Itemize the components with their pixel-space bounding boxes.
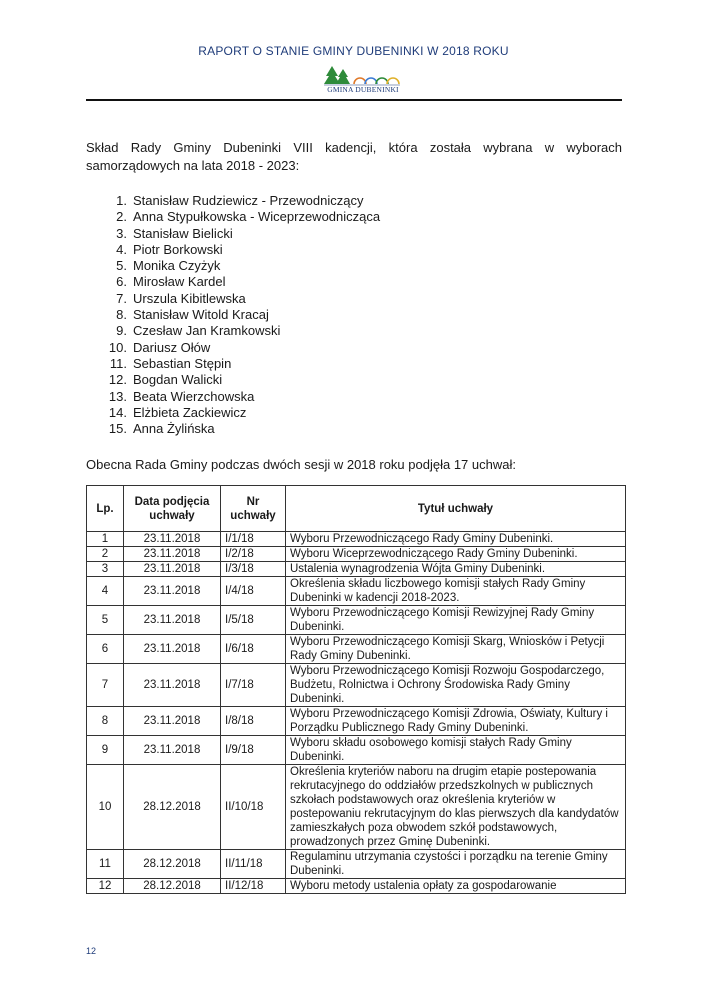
list-item-name: Anna Stypułkowska - Wiceprzewodnicząca (133, 209, 381, 225)
cell-lp: 6 (87, 635, 124, 664)
table-row (87, 765, 626, 850)
cell-lp: 1 (87, 532, 124, 547)
cell-date: 23.11.2018 (124, 562, 221, 577)
list-item (86, 372, 606, 388)
list-item-number: 3. (116, 225, 127, 241)
cell-lp: 9 (87, 736, 124, 765)
list-item-name: Elżbieta Zackiewicz (133, 404, 247, 420)
list-item-number: 14. (108, 404, 127, 420)
list-item-number: 5. (116, 258, 127, 274)
cell-nr: I/4/18 (221, 577, 286, 606)
list-item-name: Anna Żylińska (133, 421, 215, 437)
list-item-number: 12. (108, 372, 127, 388)
cell-lp: 5 (87, 606, 124, 635)
list-item-name: Piotr Borkowski (133, 241, 223, 257)
list-item-name: Monika Czyżyk (133, 258, 221, 274)
table-row (87, 736, 626, 765)
table-row (87, 606, 626, 635)
list-item (86, 209, 606, 225)
list-item-name: Stanisław Rudziewicz - Przewodniczący (133, 193, 364, 208)
table-row (87, 562, 626, 577)
list-item-number: 13. (108, 388, 127, 404)
cell-lp: 8 (87, 707, 124, 736)
list-item (86, 193, 606, 209)
resolutions-intro-paragraph: Obecna Rada Gminy podczas dwóch sesji w 2018 roku podjęła 17 uchwał: (86, 457, 516, 472)
page-number: 12 (86, 946, 97, 956)
cell-date: 23.11.2018 (124, 532, 221, 547)
cell-title: Wyboru składu osobowego komisji stałych Rady Gminy Dubeninki. (286, 736, 626, 765)
cell-lp: 12 (87, 879, 124, 894)
cell-date: 23.11.2018 (124, 635, 221, 664)
cell-title: Wyboru Wiceprzewodniczącego Rady Gminy Dubeninki. (286, 547, 626, 562)
list-item-name: Sebastian Stępin (133, 355, 232, 371)
list-item-number: 6. (116, 274, 127, 290)
arch-icon-yellow (387, 78, 399, 84)
header-date: Data podjęcia uchwały (124, 486, 221, 532)
cell-lp: 2 (87, 547, 124, 562)
list-item (86, 291, 606, 307)
list-item-number: 11. (109, 355, 127, 371)
cell-date: 23.11.2018 (124, 736, 221, 765)
arch-icon-green (376, 78, 388, 84)
list-item-name: Stanisław Witold Kracaj (133, 307, 269, 323)
table-row (87, 850, 626, 879)
cell-lp: 11 (87, 850, 124, 879)
cell-lp: 10 (87, 765, 124, 850)
table-row (87, 635, 626, 664)
cell-nr: II/10/18 (221, 765, 286, 850)
cell-nr: I/7/18 (221, 664, 286, 707)
list-item (86, 226, 606, 242)
arch-icon-blue (365, 78, 377, 84)
cell-lp: 4 (87, 577, 124, 606)
cell-title: Wyboru metody ustalenia opłaty za gospodarowanie (286, 879, 626, 894)
cell-nr: I/1/18 (221, 532, 286, 547)
cell-nr: I/3/18 (221, 562, 286, 577)
cell-date: 23.11.2018 (124, 664, 221, 707)
cell-title: Określenia składu liczbowego komisji stałych Rady Gminy Dubeninki w kadencji 2018-2023. (286, 577, 626, 606)
list-item-name: Urszula Kibitlewska (133, 290, 246, 306)
header-nr: Nr uchwały (221, 486, 286, 532)
list-item-number: 4. (116, 241, 127, 257)
list-item-name: Dariusz Ołów (133, 339, 211, 355)
list-item (86, 356, 606, 372)
header-divider (86, 99, 622, 101)
table-row (87, 547, 626, 562)
list-item-name: Stanisław Bielicki (133, 225, 233, 241)
resolutions-table-body (87, 532, 626, 894)
council-intro-paragraph: Skład Rady Gminy Dubeninki VIII kadencji, która została wybrana w wyborach samorządowych na lata 2018 - 2023: (86, 140, 622, 173)
list-item-name: Beata Wierzchowska (133, 388, 255, 404)
list-item-name: Czesław Jan Kramkowski (133, 323, 281, 339)
arch-icon-orange (354, 78, 366, 84)
cell-nr: II/12/18 (221, 879, 286, 894)
cell-nr: I/2/18 (221, 547, 286, 562)
list-item (86, 340, 606, 356)
list-item (86, 274, 606, 290)
cell-title: Wyboru Przewodniczącego Komisji Skarg, Wniosków i Petycji Rady Gminy Dubeninki. (286, 635, 626, 664)
cell-date: 23.11.2018 (124, 577, 221, 606)
table-header-row (87, 486, 626, 532)
cell-title: Regulaminu utrzymania czystości i porządku na terenie Gminy Dubeninki. (286, 850, 626, 879)
list-item (86, 242, 606, 258)
table-row (87, 664, 626, 707)
table-row (87, 532, 626, 547)
list-item-number: 8. (116, 307, 127, 323)
tree-icon-right (336, 69, 350, 84)
cell-date: 28.12.2018 (124, 879, 221, 894)
cell-title: Wyboru Przewodniczącego Rady Gminy Dubeninki. (286, 532, 626, 547)
cell-title: Określenia kryteriów naboru na drugim etapie postepowania rekrutacyjnego do oddziałów przedszkolnych w publicznych szkołach podstawowych oraz określenia kryteriów w postepowaniu rekrutacyjnym do klas pierwszych dla kandydatów zamieszkałych poza obwodem szkół podstawowych, prowadzonych przez Gminę Dubeninki. (286, 765, 626, 850)
cell-nr: II/11/18 (221, 850, 286, 879)
header-title: Tytuł uchwały (286, 486, 626, 532)
logo-caption: GMINA DUBENINKI (327, 85, 399, 94)
list-item-number: 2. (116, 209, 127, 225)
cell-date: 28.12.2018 (124, 850, 221, 879)
list-item (86, 389, 606, 405)
cell-nr: I/6/18 (221, 635, 286, 664)
list-item (86, 421, 606, 437)
list-item (86, 323, 606, 339)
list-item-number: 9. (116, 323, 127, 339)
table-row (87, 707, 626, 736)
report-header-title: RAPORT O STANIE GMINY DUBENINKI W 2018 ROKU (198, 44, 509, 58)
cell-nr: I/9/18 (221, 736, 286, 765)
cell-nr: I/8/18 (221, 707, 286, 736)
cell-title: Wyboru Przewodniczącego Komisji Rewizyjnej Rady Gminy Dubeninki. (286, 606, 626, 635)
list-item-number: 15. (108, 421, 127, 437)
cell-date: 23.11.2018 (124, 707, 221, 736)
cell-lp: 3 (87, 562, 124, 577)
resolutions-table (86, 485, 626, 894)
list-item (86, 405, 606, 421)
list-item (86, 258, 606, 274)
cell-lp: 7 (87, 664, 124, 707)
cell-date: 23.11.2018 (124, 547, 221, 562)
cell-title: Wyboru Przewodniczącego Komisji Zdrowia, Oświaty, Kultury i Porządku Publicznego Rady Gminy Dubeninki. (286, 707, 626, 736)
council-members-list (86, 193, 606, 437)
list-item-name: Mirosław Kardel (133, 274, 226, 290)
table-row (87, 577, 626, 606)
cell-title: Wyboru Przewodniczącego Komisji Rozwoju Gospodarczego, Budżetu, Rolnictwa i Ochrony Środowiska Rady Gminy Dubeninki. (286, 664, 626, 707)
list-item-name: Bogdan Walicki (133, 372, 223, 388)
cell-nr: I/5/18 (221, 606, 286, 635)
list-item-number: 10. (108, 339, 127, 355)
list-item-number: 1. (116, 193, 127, 208)
cell-date: 23.11.2018 (124, 606, 221, 635)
cell-date: 28.12.2018 (124, 765, 221, 850)
header-lp: Lp. (87, 486, 124, 532)
list-item (86, 307, 606, 323)
cell-title: Ustalenia wynagrodzenia Wójta Gminy Dubeninki. (286, 562, 626, 577)
list-item-number: 7. (116, 290, 127, 306)
table-row (87, 879, 626, 894)
